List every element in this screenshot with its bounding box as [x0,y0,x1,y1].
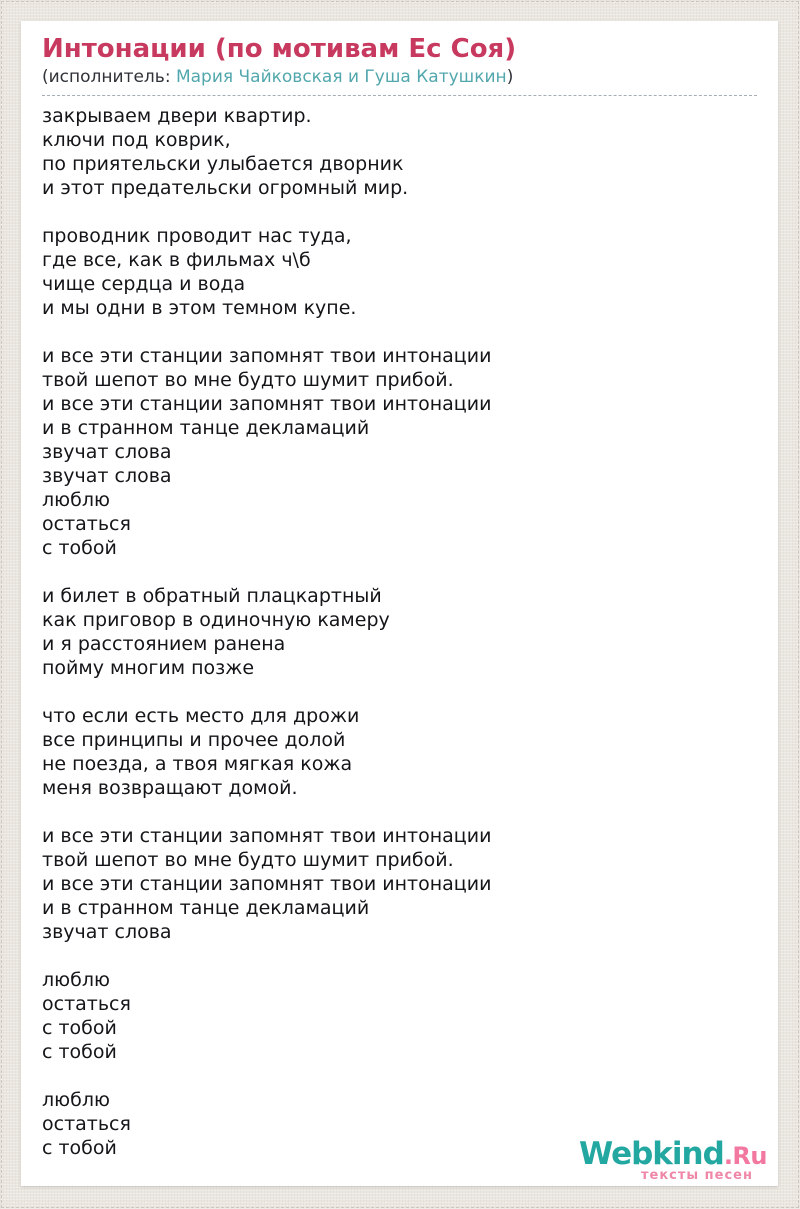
lyric-line: все принципы и прочее долой [42,729,346,751]
lyric-line: звучат слова [42,921,172,943]
lyric-line: твой шепот во мне будто шумит прибой. [42,369,454,391]
lyric-line: и этот предательски огромный мир. [42,177,409,199]
lyric-line: и все эти станции запомнят твои интонации [42,345,492,367]
lyrics-card [21,21,778,1186]
lyric-line: не поезда, а твоя мягкая кожа [42,753,353,775]
lyric-line: и в странном танце декламаций [42,897,370,919]
lyric-line: звучат слова [42,465,172,487]
lyric-line: с тобой [42,1137,117,1159]
lyric-line: и в странном танце декламаций [42,417,370,439]
lyric-line: проводник проводит нас туда, [42,225,352,247]
lyric-line: пойму многим позже [42,657,255,679]
stanza [42,224,757,320]
logo-ru-text: .Ru [723,1142,767,1170]
lyric-line: люблю [42,1089,110,1111]
lyric-line: остаться [42,1113,131,1135]
performer-line [42,67,757,88]
performer-close-bracket: ) [506,67,514,87]
lyric-line: и мы одни в этом темном купе. [42,297,357,319]
lyric-line: остаться [42,993,131,1015]
performer-link[interactable]: Мария Чайковская и Гуша Катушкин [175,67,507,87]
lyrics [42,104,757,1160]
stanza [42,104,757,200]
lyric-line: твой шепот во мне будто шумит прибой. [42,849,454,871]
stanza [42,968,757,1064]
lyric-line: и билет в обратный плацкартный [42,585,382,607]
stanza [42,704,757,800]
song-title: Интонации (по мотивам Ес Соя) [42,34,517,64]
performer-label: (исполнитель: [42,67,176,87]
stanza [42,824,757,944]
lyric-line: что если есть место для дрожи [42,705,360,727]
lyric-line: как приговор в одиночную камеру [42,609,390,631]
lyric-line: ключи под коврик, [42,129,231,151]
lyric-line: остаться [42,513,131,535]
lyric-line: звучат слова [42,441,172,463]
stanza [42,584,757,680]
lyric-line: с тобой [42,537,117,559]
lyric-line: и все эти станции запомнят твои интонации [42,393,492,415]
logo-wordmark [579,1136,767,1172]
lyric-line: чище сердца и вода [42,273,246,295]
stanza [42,344,757,560]
lyric-line: и я расстоянием ранена [42,633,286,655]
lyric-line: и все эти станции запомнят твои интонации [42,825,492,847]
lyric-line: и все эти станции запомнят твои интонации [42,873,492,895]
lyric-line: с тобой [42,1017,117,1039]
logo-webkind-text: Webkind [579,1136,724,1172]
logo-tagline: тексты песен [640,1168,753,1183]
song-header [42,35,757,96]
lyric-line: где все, как в фильмах ч\б [42,249,311,271]
lyric-line: по приятельски улыбается дворник [42,153,404,175]
lyric-line: люблю [42,969,110,991]
lyric-line: люблю [42,489,110,511]
lyric-line: с тобой [42,1041,117,1063]
lyric-line: закрываем двери квартир. [42,105,312,127]
lyric-line: меня возвращают домой. [42,777,298,799]
webkind-logo[interactable] [579,1136,767,1183]
